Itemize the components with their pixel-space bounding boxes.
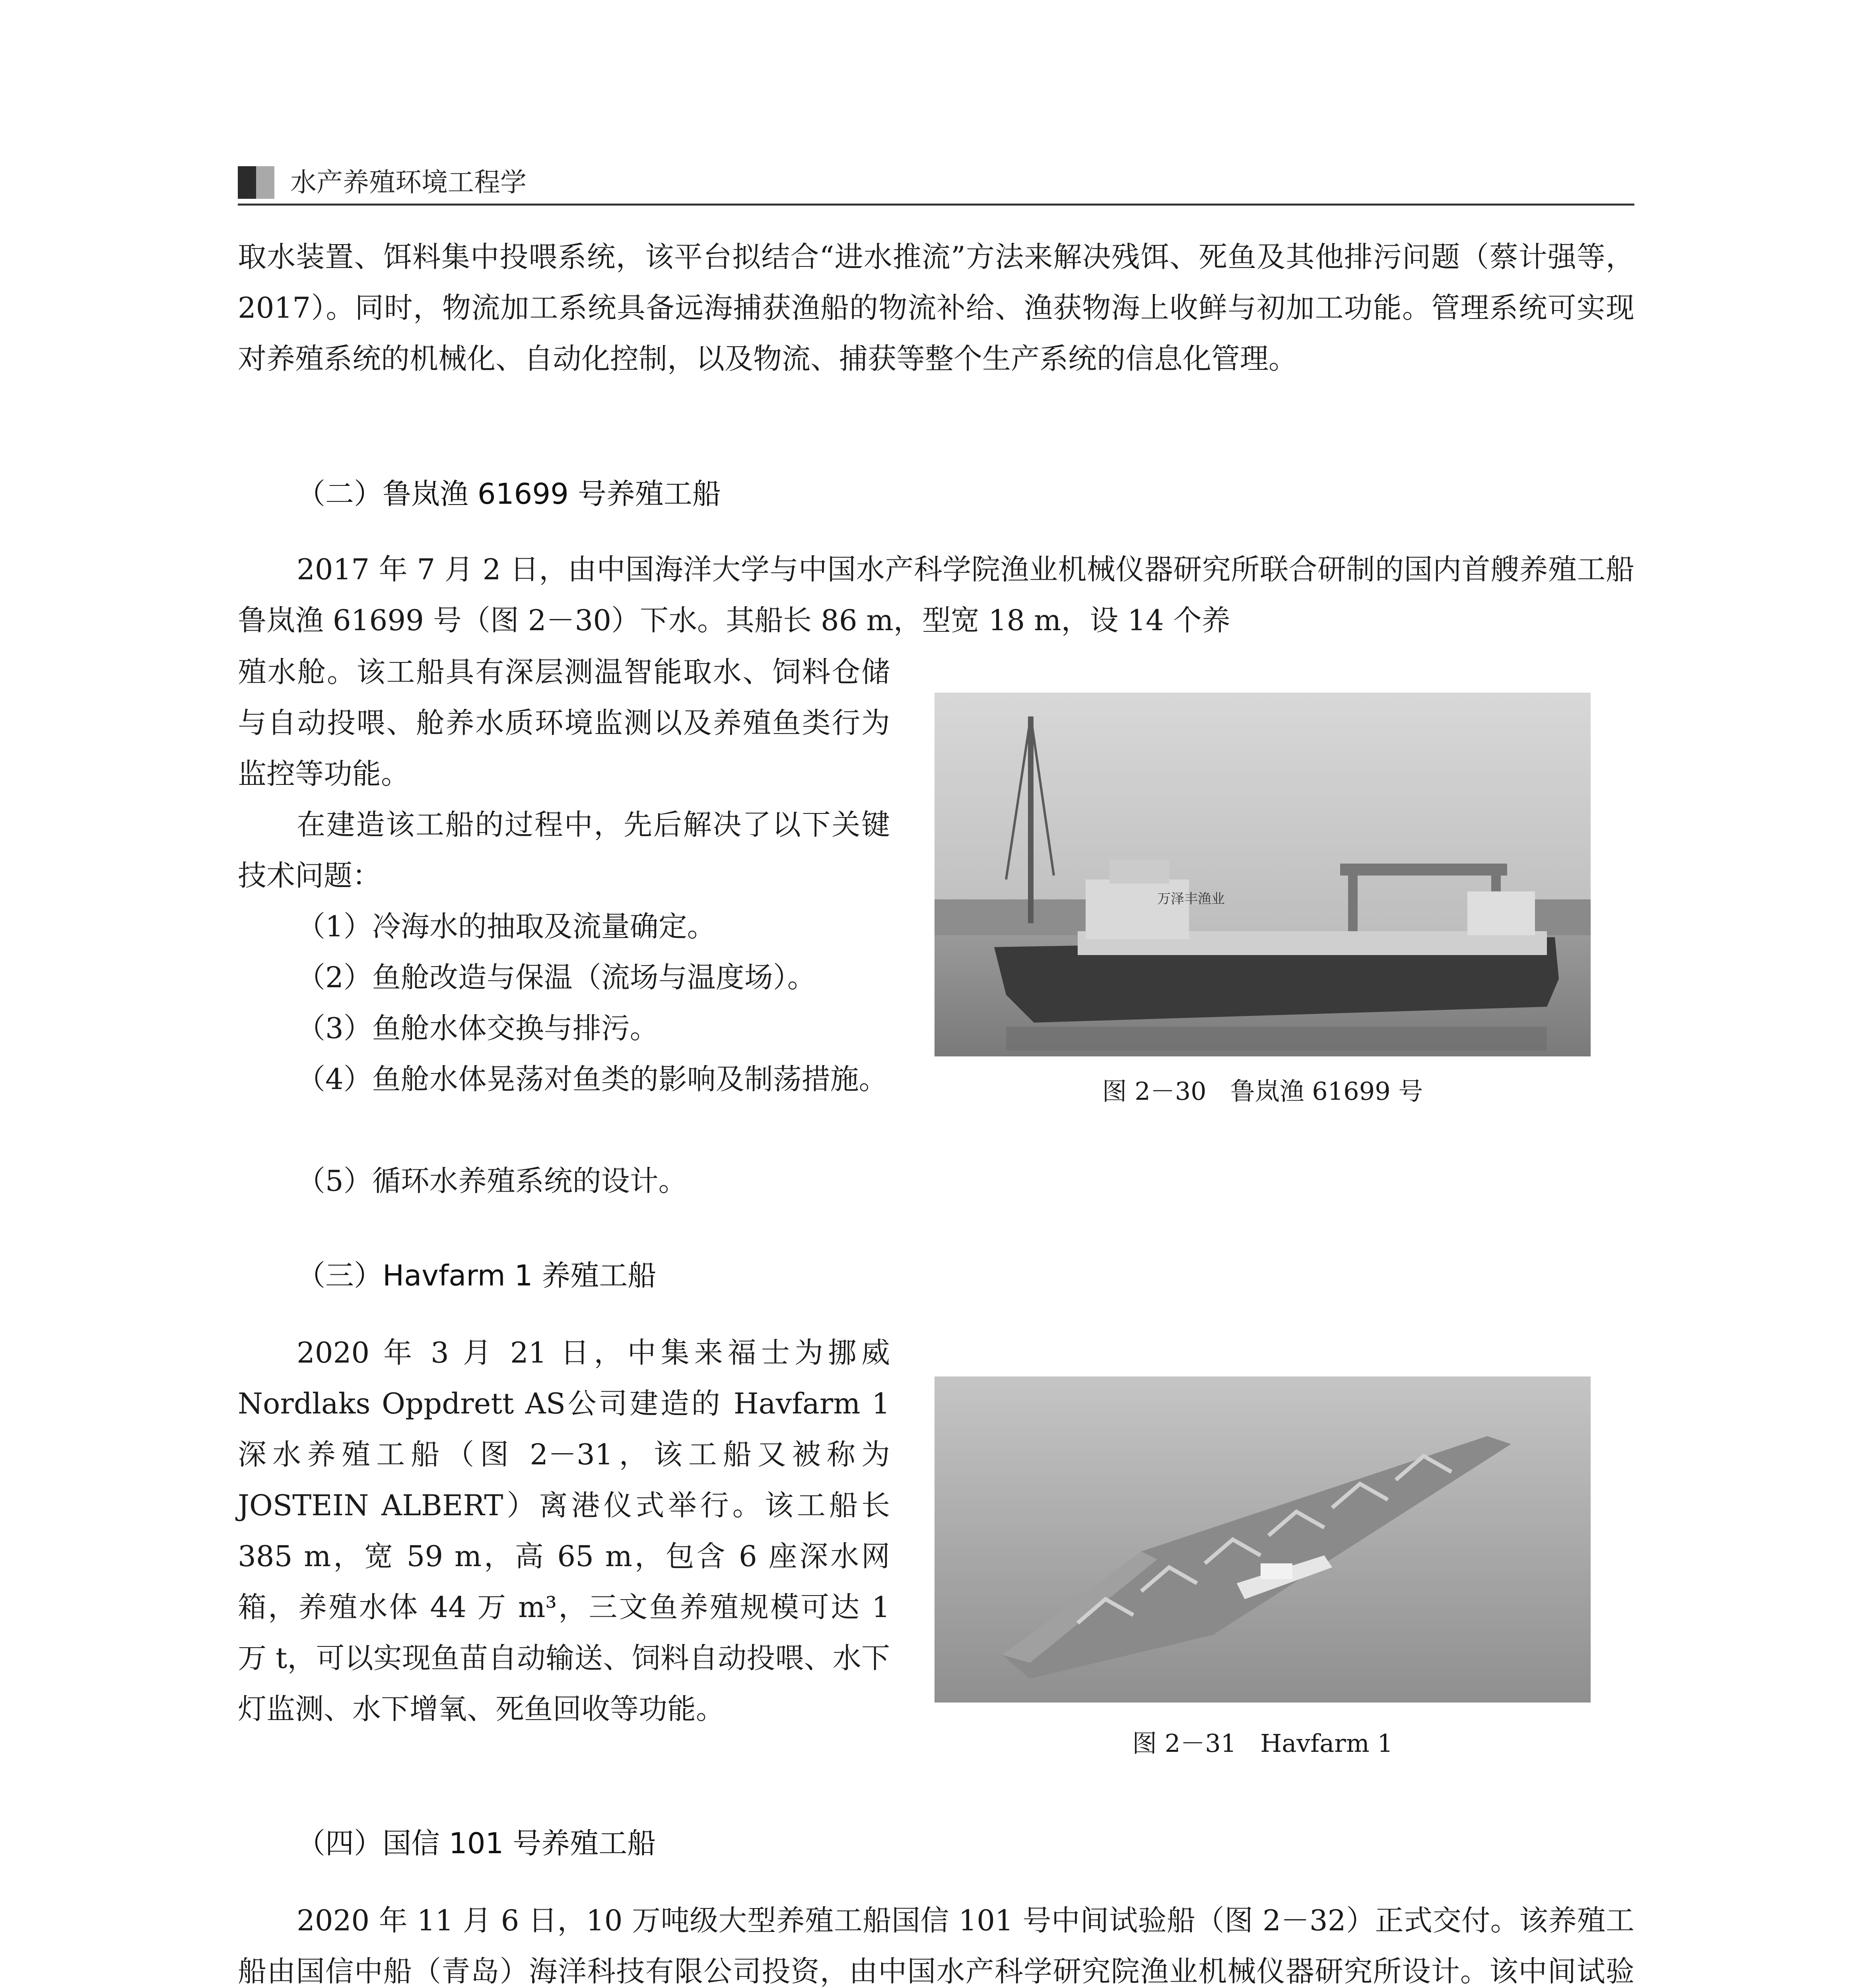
running-header <box>238 159 1634 207</box>
list-item: （4）鱼舱水体晃荡对鱼类的影响及制荡措施。 <box>297 1062 888 1096</box>
figure-2-30-photo <box>935 693 1591 1056</box>
ship-luyu-illustration <box>935 693 1591 1056</box>
figure-2-31-caption <box>935 1726 1591 1761</box>
header-mark-shade <box>256 166 274 199</box>
list-item: （1）冷海水的抽取及流量确定。 <box>297 910 716 943</box>
paragraph-luyu-3: 在建造该工船的过程中，先后解决了以下关键技术问题： <box>238 808 890 892</box>
figure-2-31-photo <box>935 1376 1591 1703</box>
list-item: （5）循环水养殖系统的设计。 <box>297 1164 687 1198</box>
figure-title: Havfarm 1 <box>1260 1729 1393 1758</box>
paragraph-luyu-1: 2017 年 7 月 2 日，由中国海洋大学与中国水产科学院渔业机械仪器研究所联合研制的国内首艘养殖工船鲁岚渔 61699 号（图 2－30）下水。其船长 86 m，型宽 18 m，设 14 个养 <box>238 553 1634 637</box>
ship-sign-text: 万泽丰渔业 <box>1157 891 1225 907</box>
figure-title: 鲁岚渔 61699 号 <box>1230 1077 1423 1106</box>
figure-number: 图 2－30 <box>1102 1077 1207 1106</box>
section-heading-3: （三）Havfarm 1 养殖工船 <box>297 1259 657 1292</box>
paragraph-intro: 取水装置、饵料集中投喂系统，该平台拟结合“进水推流”方法来解决残饵、死鱼及其他排污问题（蔡计强等，2017）。同时，物流加工系统具备远海捕获渔船的物流补给、渔获物海上收鲜与初加工功能。管理系统可实现对养殖系统的机械化、自动化控制，以及物流、捕获等整个生产系统的信息化管理。 <box>238 240 1634 375</box>
paragraph-guoxin: 2020 年 11 月 6 日，10 万吨级大型养殖工船国信 101 号中间试验船（图 2－32）正式交付。该养殖工船由国信中船（青岛）海洋科技有限公司投资，由中国水产科学研究院渔业机械仪器研究所设计。该中间试验 <box>238 1904 1634 1988</box>
figure-2-30-caption <box>935 1074 1591 1109</box>
havfarm-illustration <box>935 1376 1591 1703</box>
figure-number: 图 2－31 <box>1132 1729 1237 1758</box>
header-rule <box>238 204 1634 206</box>
section-heading-2: （二）鲁岚渔 61699 号养殖工船 <box>297 477 721 511</box>
section-heading-4: （四）国信 101 号养殖工船 <box>297 1827 656 1860</box>
paragraph-luyu-2: 殖水舱。该工船具有深层测温智能取水、饲料仓储与自动投喂、舱养水质环境监测以及养殖鱼类行为监控等功能。 <box>238 655 890 790</box>
list-item: （2）鱼舱改造与保温（流场与温度场）。 <box>297 961 816 994</box>
header-mark <box>238 166 256 199</box>
paragraph-havfarm: 2020 年 3 月 21 日，中集来福士为挪威 Nordlaks Oppdrett AS公司建造的 Havfarm 1 深水养殖工船（图 2－31，该工船又被称为 JOSTEIN ALBERT）离港仪式举行。该工船长 385 m，宽 59 m，高 65 m，包含 6 座深水网箱，养殖水体 44 万 m³，三文鱼养殖规模可达 1 万 t，可以实现鱼苗自动输送、饲料自动投喂、水下灯监测、水下增氧、死鱼回收等功能。 <box>238 1336 890 1726</box>
book-title: 水产养殖环境工程学 <box>290 167 527 198</box>
list-item: （3）鱼舱水体交换与排污。 <box>297 1011 659 1045</box>
